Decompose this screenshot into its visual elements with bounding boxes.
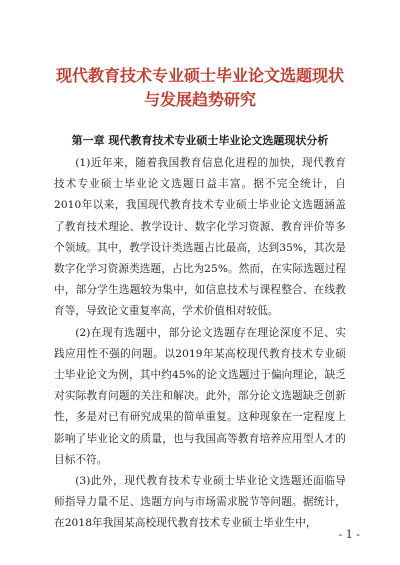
chapter-heading: 第一章 现代教育技术专业硕士毕业论文选题现状分析 [71,134,329,147]
paragraph-2: (2)在现有选题中，部分论文选题存在理论深度不足、实践应用性不强的问题。以2019年某高校现代教育技术专业硕士毕业论文为例，其中约45%的论文选题过于偏向理论，缺乏对实际教育问题的关注和解决。此外，部分论文选题缺乏创新性，多是对已有研究成果的简单重复。这种现象在一定程度上影响了毕业论文的质量，也与我国高等教育培养应用型人才的目标不符。 [54,326,346,466]
document-title [54,64,346,112]
title-line-2: 与发展趋势研究 [143,90,256,109]
page-number: - 1 - [338,528,360,541]
paragraph-3: (3)此外，现代教育技术专业硕士毕业论文选题还面临导师指导力量不足、选题方向与市场需求脱节等问题。据统计，在2018年我国某高校现代教育技术专业硕士毕业生中， [54,475,346,530]
paragraph-1: (1)近年来，随着我国教育信息化进程的加快，现代教育技术专业硕士毕业论文选题日益丰富。据不完全统计，自2010年以来，我国现代教育技术专业硕士毕业论文选题涵盖了教育技术理论、教学设计、数字化学习资源、教育评价等多个领域。其中，教学设计类选题占比最高，达到35%，其次是数字化学习资源类选题，占比为25%。然而，在实际选题过程中，部分学生选题较为集中，如信息技术与课程整合、在线教育等，导致论文重复率高，学术价值相对较低。 [54,157,346,318]
title-line-1: 现代教育技术专业硕士毕业论文选题现状 [55,66,344,85]
